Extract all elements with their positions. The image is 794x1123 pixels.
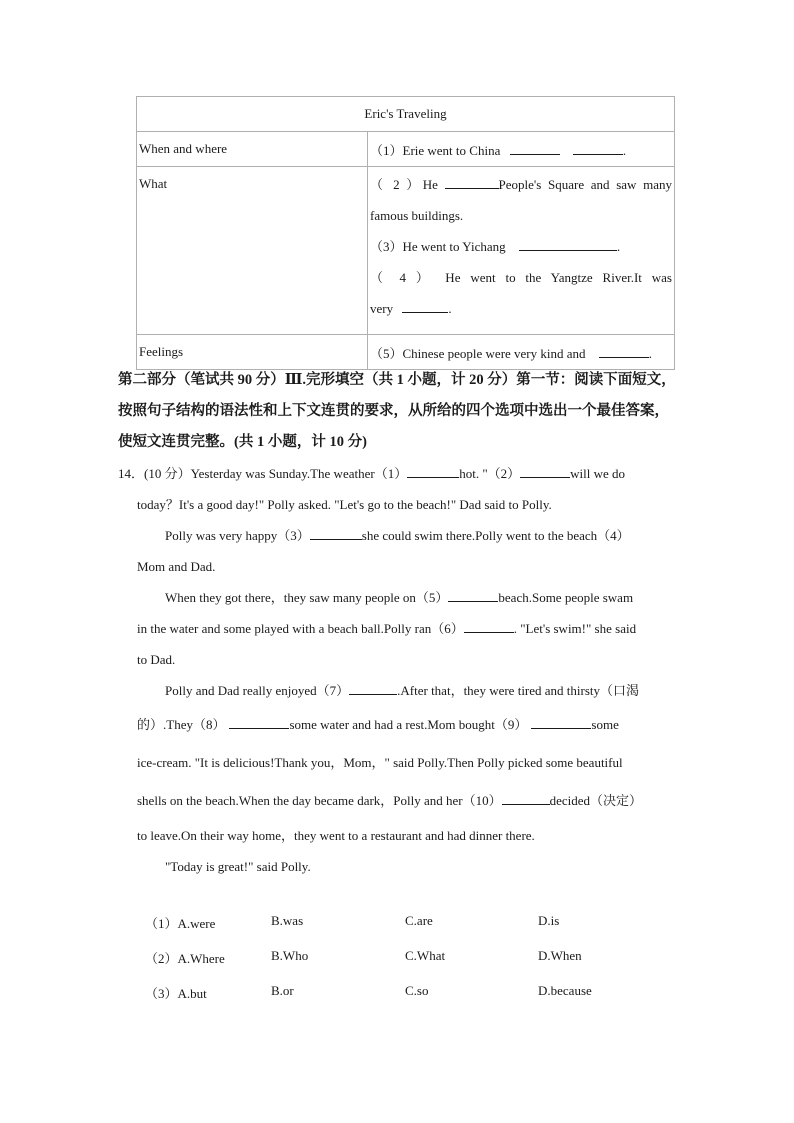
blank-q1[interactable]	[407, 465, 459, 478]
blank-3[interactable]	[519, 238, 617, 251]
blank-1a[interactable]	[510, 142, 560, 155]
option-b[interactable]: B.was	[271, 913, 304, 928]
answer-options	[145, 905, 685, 1010]
blank-2[interactable]	[445, 176, 499, 189]
text: Polly was very happy（3）	[165, 528, 310, 543]
cell-when-where	[368, 132, 675, 167]
blank-1b[interactable]	[573, 142, 623, 155]
passage-line: to leave.On their way home，they went to a restaurant and had dinner there.	[137, 828, 535, 843]
blank-q8[interactable]	[229, 716, 289, 729]
period: .	[648, 345, 653, 361]
label-what: What	[137, 167, 368, 335]
passage-line: "Today is great!" said Polly.	[165, 859, 311, 874]
what-line-3	[370, 231, 672, 262]
cloze-passage	[118, 458, 678, 882]
period: .	[622, 142, 627, 158]
option-row	[145, 940, 685, 975]
text: some water and had a rest.Mom bought（9）	[289, 717, 528, 732]
option-a[interactable]: （1）A.were	[145, 916, 216, 931]
blank-q9[interactable]	[531, 716, 591, 729]
feelings-text: （5）Chinese people were very kind and	[370, 345, 586, 361]
blank-4[interactable]	[402, 300, 448, 313]
text: When they got there，they saw many people on（5）	[165, 590, 449, 605]
text: shells on the beach.When the day became dark，Polly and her（10）	[137, 793, 502, 808]
what-line-5	[370, 293, 672, 324]
option-row	[145, 975, 685, 1010]
passage-line: today？It's a good day!" Polly asked. "Let's go to the beach!" Dad said to Polly.	[137, 497, 552, 512]
text: some	[591, 717, 619, 732]
what-text-2: People's Square and saw many	[498, 177, 672, 192]
text: will we do	[570, 466, 626, 481]
option-b[interactable]: B.Who	[271, 948, 309, 963]
info-table	[136, 96, 675, 370]
what-text-3: （3）He went to Yichang	[370, 239, 506, 254]
blank-q10[interactable]	[502, 792, 550, 805]
blank-q5[interactable]	[448, 589, 498, 602]
passage-line: ice-cream. "It is delicious!Thank you，Mom，" said Polly.Then Polly picked some beautiful	[137, 755, 623, 770]
text: 14．(10 分）Yesterday was Sunday.The weather（1）	[118, 466, 408, 481]
when-where-text: （1）Erie went to China	[370, 142, 501, 158]
blank-q6[interactable]	[464, 620, 514, 633]
text: decided（决定）	[549, 793, 643, 808]
period: .	[448, 301, 452, 316]
option-row	[145, 905, 685, 940]
option-a[interactable]: （2）A.Where	[145, 951, 225, 966]
label-when-where: When and where	[137, 132, 368, 167]
blank-q3[interactable]	[310, 527, 362, 540]
passage-line	[118, 582, 678, 613]
text: 的）.They（8）	[137, 717, 226, 732]
what-num-2: （ 2 ）He	[370, 177, 438, 192]
what-text-5: very	[370, 301, 394, 316]
text: Polly and Dad really enjoyed（7）	[165, 683, 350, 698]
option-d[interactable]: D.When	[538, 948, 582, 963]
passage-line	[118, 520, 678, 551]
passage-line: Mom and Dad.	[137, 559, 216, 574]
passage-line	[118, 706, 678, 744]
option-c[interactable]: C.are	[405, 913, 433, 928]
passage-line	[118, 613, 678, 644]
blank-q7[interactable]	[349, 682, 397, 695]
text: in the water and some played with a beach ball.Polly ran（6）	[137, 621, 464, 636]
passage-line	[118, 458, 678, 489]
passage-line	[118, 675, 678, 706]
cell-what	[368, 167, 675, 335]
option-d[interactable]: D.because	[538, 983, 592, 998]
blank-5[interactable]	[599, 345, 649, 358]
option-b[interactable]: B.or	[271, 983, 294, 998]
option-d[interactable]: D.is	[538, 913, 560, 928]
blank-q2[interactable]	[520, 465, 570, 478]
what-line-2: famous buildings.	[370, 208, 464, 223]
option-c[interactable]: C.What	[405, 948, 446, 963]
text: beach.Some people swam	[498, 590, 634, 605]
passage-line	[118, 782, 678, 820]
section-heading: 第二部分（笔试共 90 分）Ⅲ.完形填空（共 1 小题，计 20 分）第一节：阅读下面短文，按照句子结构的语法性和上下文连贯的要求，从所给的四个选项中选出一个最佳答案，使短文连贯完整。(共 1 小题，计 10 分)	[118, 372, 676, 450]
what-line-4: （ 4 ） He went to the Yangtze River.It was	[370, 270, 672, 285]
text: she could swim there.Polly went to the beach（4）	[361, 528, 630, 543]
period: .	[616, 239, 621, 254]
text: . "Let's swim!" she said	[513, 621, 637, 636]
option-a[interactable]: （3）A.but	[145, 986, 207, 1001]
text: .After that，they were tired and thirsty（口渴	[397, 683, 640, 698]
text: hot. "（2）	[459, 466, 521, 481]
option-c[interactable]: C.so	[405, 983, 429, 998]
label-feelings: Feelings	[137, 335, 368, 370]
what-line-1	[370, 169, 672, 200]
passage-line: to Dad.	[137, 652, 176, 667]
table-title: Eric's Traveling	[137, 97, 675, 132]
